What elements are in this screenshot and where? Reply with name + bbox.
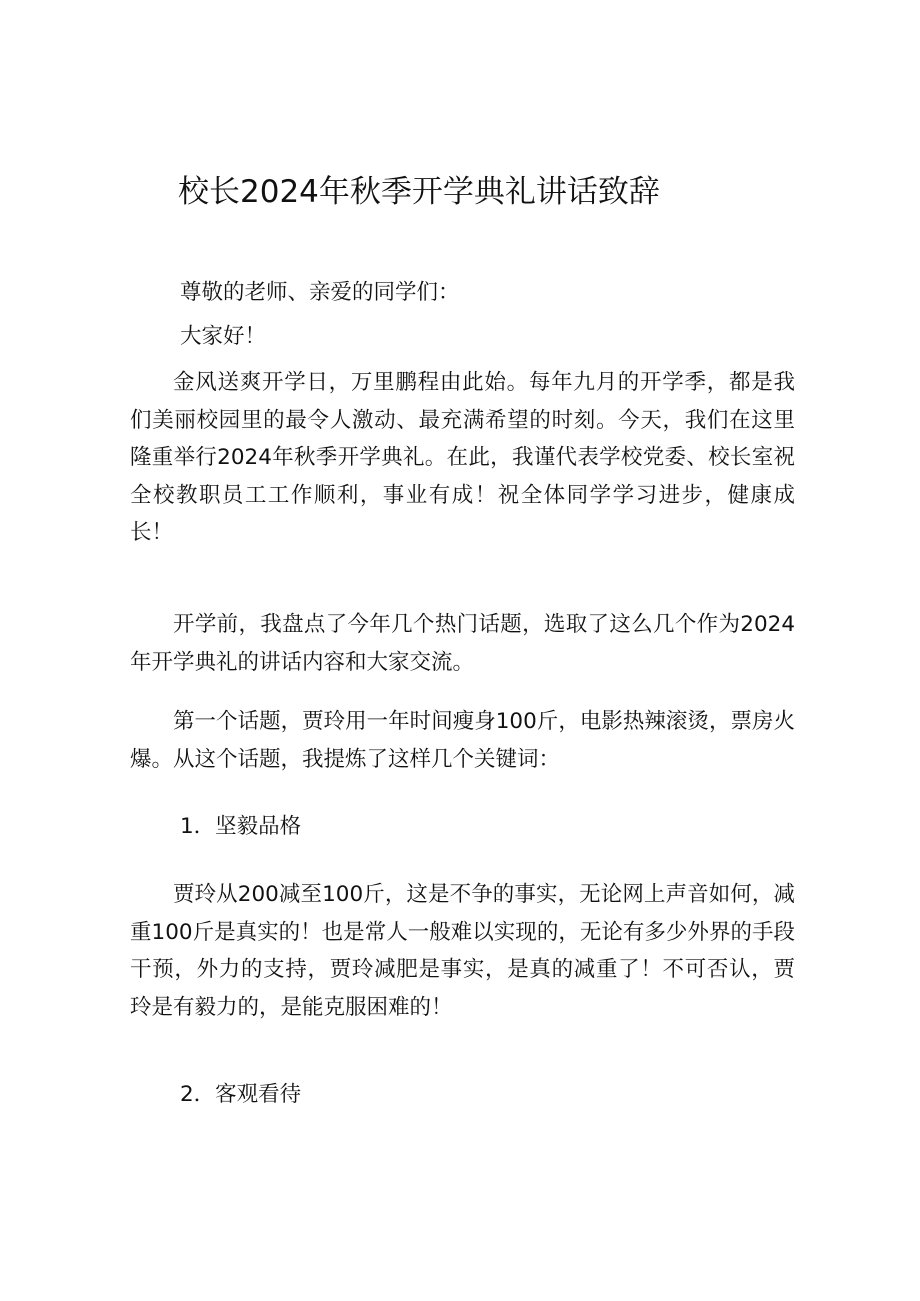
section-heading-1: 1．坚毅品格 <box>180 814 302 839</box>
paragraph-text: 贾玲从200减至100斤，这是不争的事实，无论网上声音如何，减重100斤是真实的！也是常人一般难以实现的，无论有多少外界的手段干预，外力的支持，贾玲减肥是事实，是真的减重了！不可否认，贾玲是有毅力的，是能克服困难的！ <box>130 882 795 1020</box>
document-title: 校长2024年秋季开学典礼讲话致辞 <box>178 174 660 210</box>
paragraph-topics <box>130 606 795 681</box>
paragraph-text: 第一个话题，贾玲用一年时间瘦身100斤，电影热辣滚烫，票房火爆。从这个话题，我提炼了这样几个关键词： <box>130 709 795 772</box>
paragraph-weight-loss <box>130 876 795 1026</box>
paragraph-text: 开学前，我盘点了今年几个热门话题，选取了这么几个作为2024年开学典礼的讲话内容和大家交流。 <box>130 612 795 675</box>
paragraph-opening <box>130 364 795 552</box>
paragraph-text: 金风送爽开学日，万里鹏程由此始。每年九月的开学季，都是我们美丽校园里的最令人激动、最充满希望的时刻。今天，我们在这里隆重举行2024年秋季开学典礼。在此，我谨代表学校党委、校长室祝全校教职员工工作顺利，事业有成！祝全体同学学习进步，健康成长！ <box>130 370 795 545</box>
greeting-line: 尊敬的老师、亲爱的同学们： <box>180 280 460 305</box>
section-heading-2: 2．客观看待 <box>180 1082 302 1107</box>
paragraph-first-topic <box>130 703 795 778</box>
hello-line: 大家好！ <box>180 324 267 349</box>
